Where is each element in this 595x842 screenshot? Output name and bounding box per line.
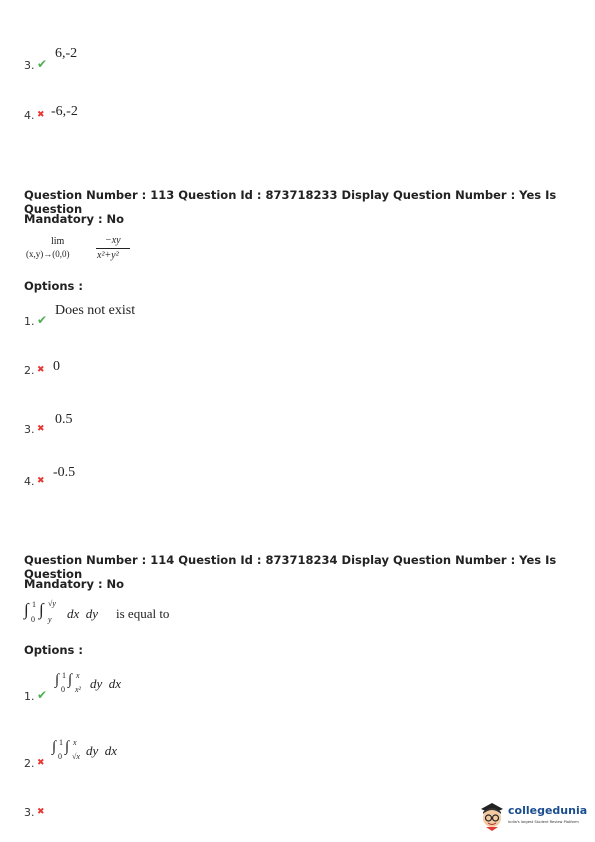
cross-icon: ✖ [37,807,45,817]
check-icon: ✔ [37,57,48,71]
integrand: dx dy [67,606,99,621]
option-text: 0.5 [55,412,73,427]
options-label: Options : [24,643,83,657]
integral-sign: ∫ [39,600,44,619]
question-math [24,600,224,630]
question-text: is equal to [116,606,170,621]
option-number: 2. [24,757,35,770]
cross-icon: ✖ [37,758,45,768]
option-number: 4. [24,475,35,488]
question-mandatory: Mandatory : No [24,577,125,591]
integral-lower-limit: √x [72,752,80,761]
option-math: ∫ 1 0 ∫ x x² dy dx [55,671,122,694]
cross-icon: ✖ [37,365,45,375]
integral-upper-limit: 1 [32,600,36,609]
integral-upper-limit: x [73,738,77,747]
integral-upper-limit: 1 [59,738,63,747]
logo-name: collegedunia [508,804,588,817]
option-text: 0 [53,359,60,374]
limit-operator: lim [51,236,65,247]
limit-subscript: (x,y)→(0,0) [26,249,70,259]
option-text: -0.5 [53,465,76,480]
option-number: 2. [24,364,35,377]
integrand: dy dx [90,676,122,691]
fraction-denominator: x²+y² [97,250,119,261]
option-number: 1. [24,690,35,703]
question-header: Question Number : 114 Question Id : 873718234 Display Question Number : Yes Is Question [24,553,557,581]
mascot-icon [478,800,506,832]
option-text: -6,-2 [51,104,78,119]
option-math: ∫ 1 0 ∫ x √x dy dx [52,738,118,761]
question-header: Question Number : 113 Question Id : 873718233 Display Question Number : Yes Is Question [24,188,557,216]
fraction-bar [96,248,130,249]
question-math [26,236,146,268]
integral-lower-limit: x² [75,685,81,694]
integral-upper-limit: √y [48,599,56,608]
option-text: Does not exist [55,303,136,318]
integral-upper-limit: x [76,671,80,680]
options-label: Options : [24,279,83,293]
integral-lower-limit: y [48,615,52,624]
cross-icon: ✖ [37,110,45,120]
cross-icon: ✖ [37,424,45,434]
integral-sign: ∫ [24,600,29,619]
integral-lower-limit: 0 [58,752,62,761]
integral-lower-limit: 0 [31,615,35,624]
question-mandatory: Mandatory : No [24,212,125,226]
option-number: 3. [24,806,35,819]
option-number: 3. [24,59,35,72]
option-number: 4. [24,109,35,122]
fraction-numerator: −xy [105,235,121,246]
check-icon: ✔ [37,688,48,702]
integral-lower-limit: 0 [61,685,65,694]
collegedunia-logo [478,800,588,834]
integral-upper-limit: 1 [62,671,66,680]
option-number: 1. [24,315,35,328]
option-number: 3. [24,423,35,436]
option-text: 6,-2 [55,46,78,61]
integrand: dy dx [86,743,118,758]
check-icon: ✔ [37,313,48,327]
logo-tagline: India's largest Student Review Platform [508,820,579,824]
cross-icon: ✖ [37,476,45,486]
